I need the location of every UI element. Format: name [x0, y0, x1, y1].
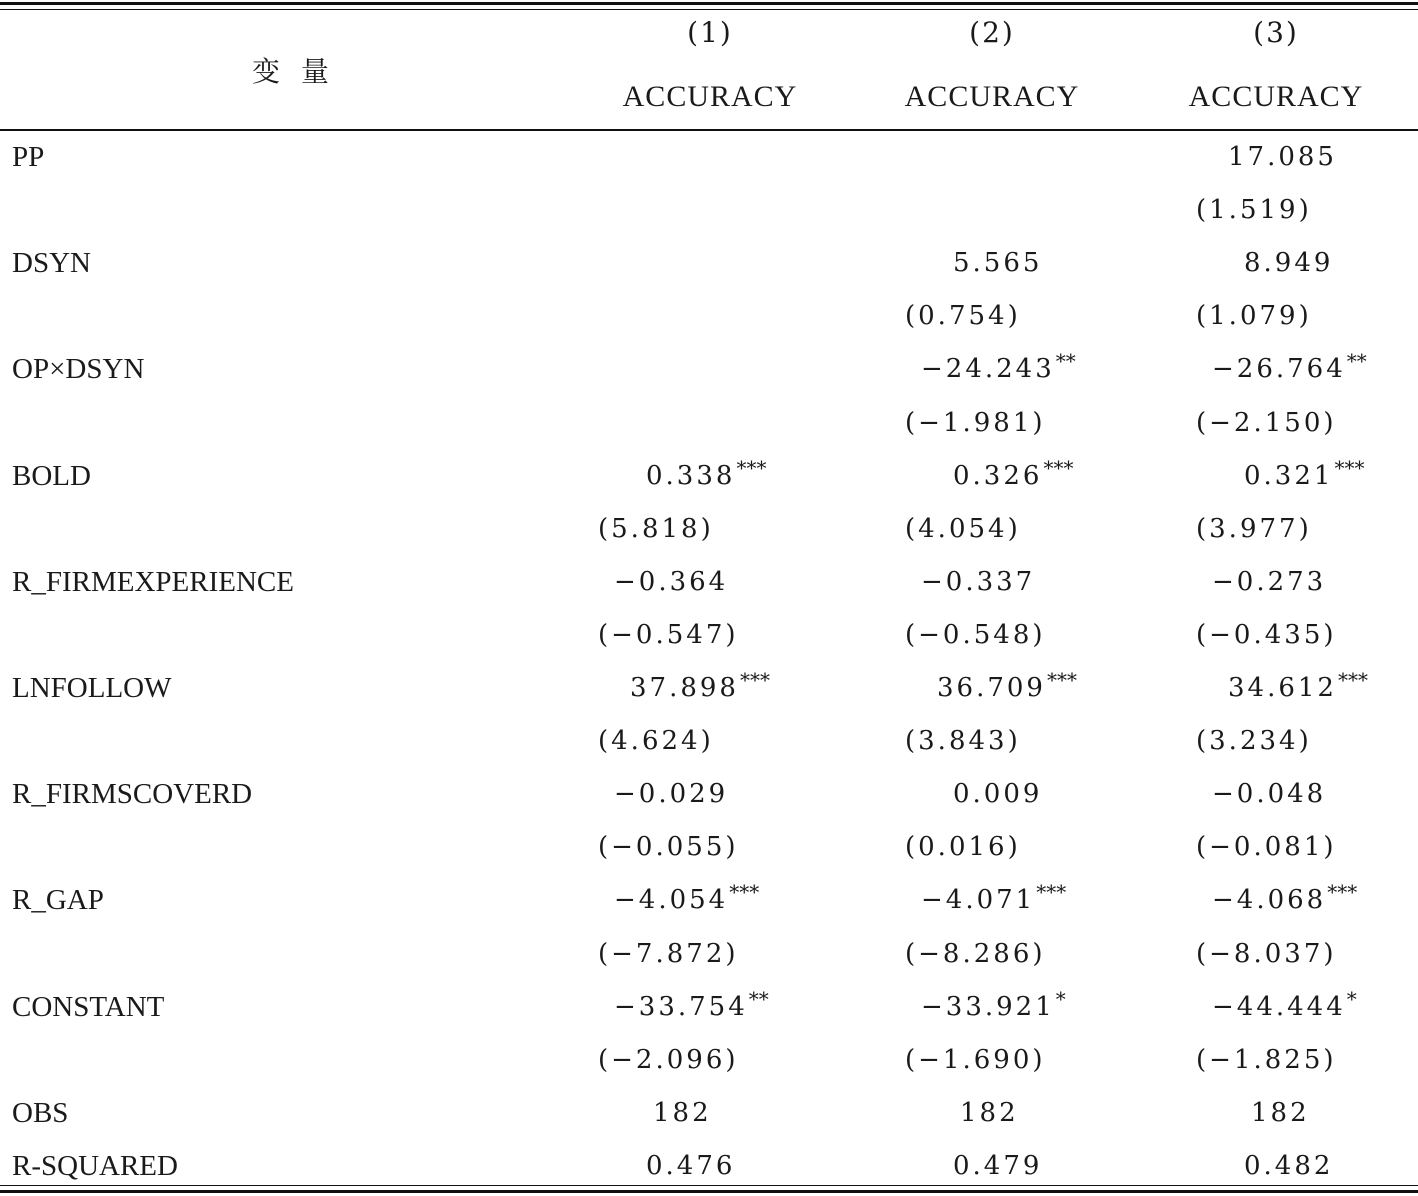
cell-col3	[1196, 290, 1313, 343]
cell-col2	[905, 928, 1047, 981]
cell-value: 0.479	[953, 1150, 1043, 1181]
col2-dependent: ACCURACY	[904, 80, 1080, 113]
cell-col1	[598, 503, 715, 556]
cell-value: −0.364	[614, 566, 729, 597]
cell-col2	[960, 1087, 1020, 1140]
cell-value: (0.754)	[905, 301, 1021, 332]
cell-col1	[598, 715, 715, 768]
cell-col2	[905, 1034, 1047, 1087]
cell-col1	[653, 290, 654, 343]
cell-value: (−8.037)	[1196, 938, 1337, 969]
cell-col3	[1228, 131, 1338, 184]
significance-stars: *	[1346, 986, 1357, 1011]
cell-col1	[653, 397, 654, 450]
significance-stars: ***	[1046, 668, 1077, 692]
cell-col2	[905, 821, 1022, 874]
significance-stars: ***	[1036, 880, 1067, 905]
cell-col1	[630, 662, 770, 716]
cell-col1	[653, 343, 654, 396]
cell-value: (4.624)	[598, 726, 714, 757]
cell-value: (−0.435)	[1196, 619, 1337, 650]
table-row	[0, 503, 1418, 556]
row-label: LNFOLLOW	[12, 672, 172, 704]
cell-col3	[1196, 184, 1313, 237]
cell-col3	[1196, 503, 1313, 556]
cell-value: (−0.055)	[598, 832, 739, 863]
cell-col1	[614, 556, 729, 609]
cell-value: 0.338	[646, 460, 736, 491]
bottom-rule-thick	[0, 1190, 1418, 1193]
cell-value: (0.016)	[905, 832, 1021, 863]
cell-col2	[921, 874, 1066, 928]
cell-value: −4.068	[1212, 885, 1327, 916]
cell-value: (3.234)	[1196, 726, 1312, 757]
cell-col1	[646, 450, 766, 504]
table-row	[0, 1087, 1418, 1140]
row-label: BOLD	[12, 459, 91, 492]
cell-col2	[905, 609, 1047, 662]
cell-value: −33.921	[921, 991, 1055, 1022]
top-rule-thick	[0, 2, 1418, 5]
table-row	[0, 821, 1418, 874]
cell-col1	[614, 874, 759, 928]
cell-col1	[614, 981, 769, 1035]
significance-stars: ***	[739, 668, 770, 692]
cell-value: (−0.548)	[905, 619, 1046, 650]
cell-col3	[1251, 1087, 1311, 1140]
table-row	[0, 184, 1418, 237]
cell-value: 0.326	[953, 460, 1043, 491]
cell-value: (−0.081)	[1196, 832, 1337, 863]
cell-col2	[921, 343, 1076, 397]
cell-value: (3.843)	[905, 726, 1021, 757]
col1-dependent: ACCURACY	[622, 80, 798, 113]
cell-value: 0.482	[1244, 1150, 1334, 1181]
table-row	[0, 715, 1418, 768]
significance-stars: **	[748, 986, 769, 1011]
cell-col3	[1212, 343, 1367, 397]
significance-stars: ***	[1334, 455, 1365, 480]
significance-stars: **	[1055, 349, 1076, 374]
cell-value: 17.085	[1228, 142, 1337, 172]
cell-value: −0.273	[1212, 566, 1327, 597]
significance-stars: ***	[1327, 880, 1358, 905]
row-label: R-SQUARED	[12, 1149, 178, 1182]
cell-col2	[937, 662, 1077, 716]
cell-value: 8.949	[1244, 248, 1334, 279]
cell-col1	[598, 1034, 740, 1087]
table-row	[0, 981, 1418, 1034]
cell-value: −33.754	[614, 991, 748, 1022]
cell-col2	[905, 715, 1022, 768]
row-label: R_FIRMSCOVERD	[12, 778, 253, 811]
cell-col3	[1212, 874, 1357, 928]
cell-col3	[1244, 237, 1334, 290]
cell-value: −0.048	[1212, 779, 1327, 810]
significance-stars: ***	[729, 880, 760, 905]
table-row	[0, 874, 1418, 927]
cell-col2	[921, 981, 1066, 1035]
cell-col2	[905, 290, 1022, 343]
cell-value: (4.054)	[905, 513, 1021, 544]
significance-stars: ***	[1043, 455, 1074, 480]
cell-value: 182	[960, 1097, 1019, 1128]
table-row	[0, 397, 1418, 450]
significance-stars: *	[1055, 986, 1066, 1011]
cell-col3	[1196, 609, 1338, 662]
cell-value: 37.898	[630, 673, 739, 703]
table-row	[0, 768, 1418, 821]
cell-value: (−1.981)	[905, 407, 1046, 438]
table-row	[0, 450, 1418, 503]
cell-value: 34.612	[1228, 673, 1337, 703]
variable-header: 变 量	[252, 55, 335, 88]
significance-stars: ***	[1337, 668, 1368, 692]
cell-value: 182	[1251, 1097, 1310, 1128]
cell-value: −0.337	[921, 566, 1036, 597]
cell-value: (−7.872)	[598, 938, 739, 969]
table-row	[0, 556, 1418, 609]
cell-col3	[1196, 715, 1313, 768]
cell-value: −4.071	[921, 885, 1036, 916]
significance-stars: ***	[736, 455, 767, 480]
cell-value: (1.519)	[1196, 195, 1312, 226]
cell-col1	[614, 768, 729, 821]
cell-col1	[598, 821, 740, 874]
col1-index: (1)	[687, 16, 733, 49]
cell-value: −44.444	[1212, 991, 1346, 1022]
cell-col2	[953, 237, 1043, 290]
cell-value: 0.009	[953, 779, 1043, 810]
cell-col3	[1244, 450, 1364, 504]
col3-dependent: ACCURACY	[1188, 80, 1364, 113]
cell-col2	[953, 450, 1073, 504]
row-label: OP×DSYN	[12, 353, 145, 386]
table-row	[0, 1034, 1418, 1087]
significance-stars: **	[1346, 349, 1367, 374]
cell-col1	[653, 131, 654, 184]
cell-col3	[1212, 981, 1357, 1035]
cell-value: (5.818)	[598, 513, 714, 544]
table-row	[0, 662, 1418, 715]
cell-value: (−0.547)	[598, 619, 739, 650]
row-label: R_FIRMEXPERIENCE	[12, 565, 294, 598]
cell-value: (1.079)	[1196, 301, 1312, 332]
cell-value: −26.764	[1212, 354, 1346, 385]
table-row	[0, 928, 1418, 981]
cell-col3	[1196, 821, 1338, 874]
cell-value: (−8.286)	[905, 938, 1046, 969]
row-label: OBS	[12, 1096, 69, 1129]
row-label: CONSTANT	[12, 990, 165, 1023]
table-row	[0, 237, 1418, 290]
cell-value: (−1.825)	[1196, 1044, 1337, 1075]
cell-value: −4.054	[614, 885, 729, 916]
cell-col2	[921, 556, 1036, 609]
cell-col2	[960, 184, 961, 237]
cell-col3	[1196, 928, 1338, 981]
cell-col1	[598, 609, 740, 662]
table-row	[0, 290, 1418, 343]
col2-index: (2)	[969, 16, 1015, 49]
cell-value: 0.476	[646, 1150, 736, 1181]
cell-value: 182	[653, 1097, 712, 1128]
row-label: PP	[12, 141, 45, 173]
cell-col2	[960, 131, 961, 184]
table-row	[0, 609, 1418, 662]
cell-value: 0.321	[1244, 460, 1334, 491]
cell-value: −0.029	[614, 779, 729, 810]
row-label: R_GAP	[12, 884, 104, 917]
cell-value: 36.709	[937, 673, 1046, 703]
cell-value: (3.977)	[1196, 513, 1312, 544]
table-row	[0, 131, 1418, 184]
cell-col1	[653, 237, 654, 290]
cell-col1	[653, 184, 654, 237]
cell-value: (−1.690)	[905, 1044, 1046, 1075]
cell-value: −24.243	[921, 354, 1055, 385]
cell-value: 5.565	[953, 248, 1043, 279]
row-label: DSYN	[12, 247, 91, 280]
table-row	[0, 343, 1418, 396]
top-rule-thin	[0, 9, 1418, 10]
cell-col3	[1228, 662, 1368, 716]
cell-col2	[905, 503, 1022, 556]
cell-col3	[1196, 397, 1338, 450]
cell-value: (−2.096)	[598, 1044, 739, 1075]
cell-col3	[1212, 556, 1327, 609]
col3-index: (3)	[1253, 16, 1299, 49]
cell-col3	[1196, 1034, 1338, 1087]
cell-col1	[598, 928, 740, 981]
cell-col2	[953, 768, 1043, 821]
bottom-rule-thin	[0, 1185, 1418, 1186]
cell-col2	[905, 397, 1047, 450]
cell-col1	[653, 1087, 713, 1140]
cell-col3	[1212, 768, 1327, 821]
cell-value: (−2.150)	[1196, 407, 1337, 438]
